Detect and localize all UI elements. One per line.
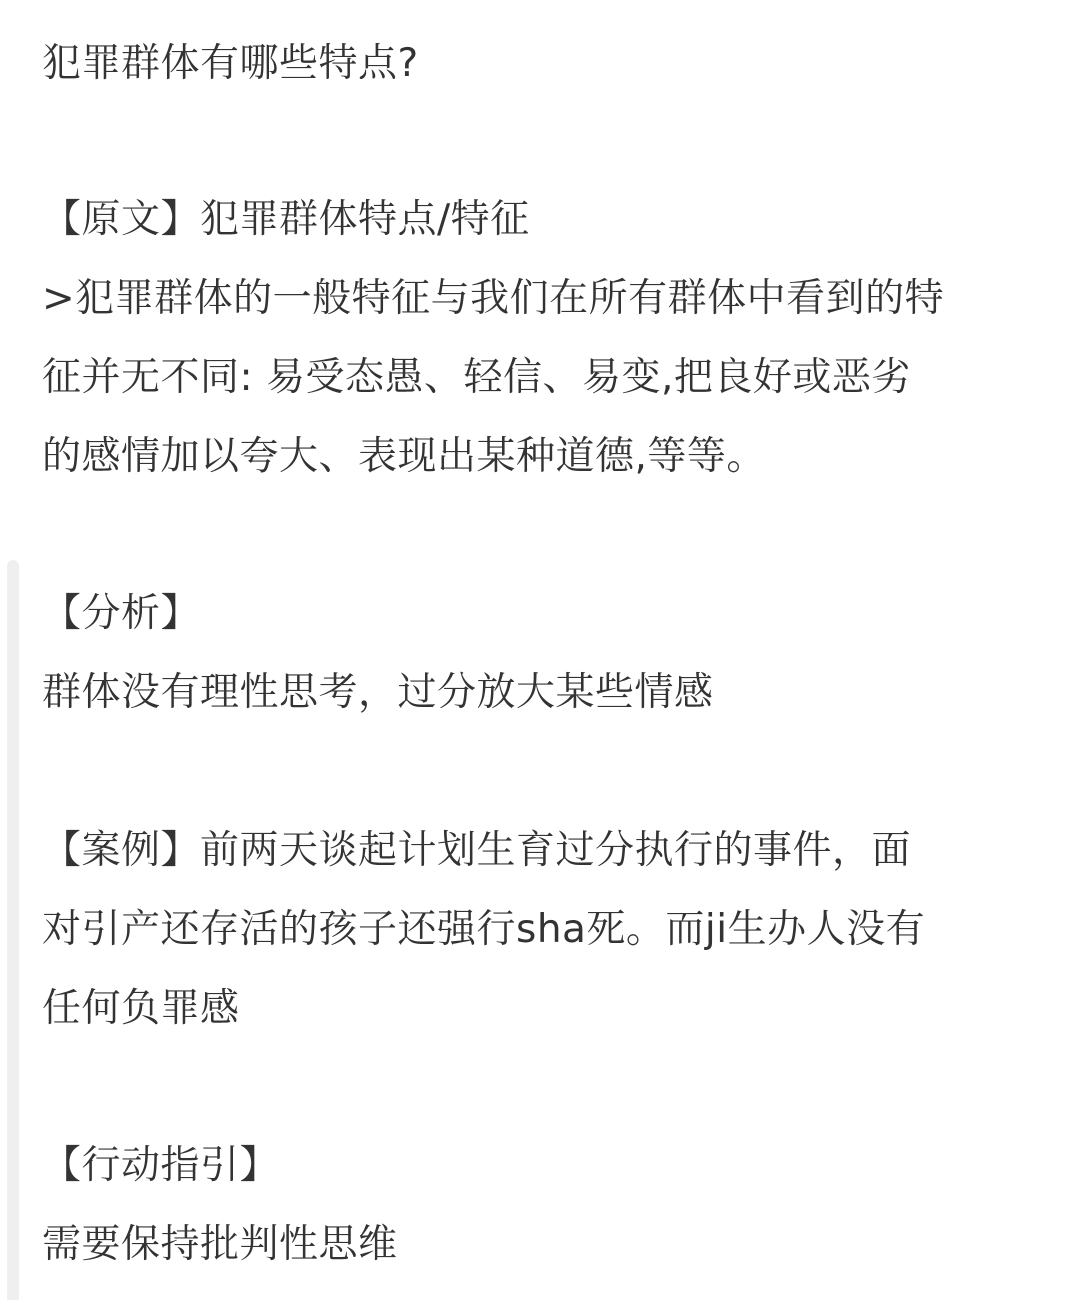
analysis-section — [42, 574, 714, 732]
analysis-heading: 【分析】 — [42, 591, 201, 636]
quote-bar — [7, 560, 19, 1300]
case-line-1: 【案例】前两天谈起计划生育过分执行的事件，面 — [42, 828, 912, 873]
case-line-2: 对引产还存活的孩子还强行sha死。而ji生办人没有 — [42, 907, 926, 952]
original-heading: 【原文】犯罪群体特点/特征 — [42, 197, 530, 242]
case-line-3: 任何负罪感 — [42, 986, 240, 1031]
original-line-1: >犯罪群体的一般特征与我们在所有群体中看到的特 — [42, 276, 945, 321]
original-line-3: 的感情加以夸大、表现出某种道德,等等。 — [42, 434, 766, 479]
guidance-heading: 【行动指引】 — [42, 1143, 280, 1188]
original-section — [42, 180, 944, 496]
original-line-2: 征并无不同: 易受态愚、轻信、易变,把良好或恶劣 — [42, 355, 911, 400]
analysis-text: 群体没有理性思考，过分放大某些情感 — [42, 670, 714, 715]
guidance-section — [42, 1126, 398, 1284]
guidance-text: 需要保持批判性思维 — [42, 1222, 398, 1267]
case-section — [42, 811, 925, 1048]
question-title: 犯罪群体有哪些特点? — [42, 41, 419, 86]
